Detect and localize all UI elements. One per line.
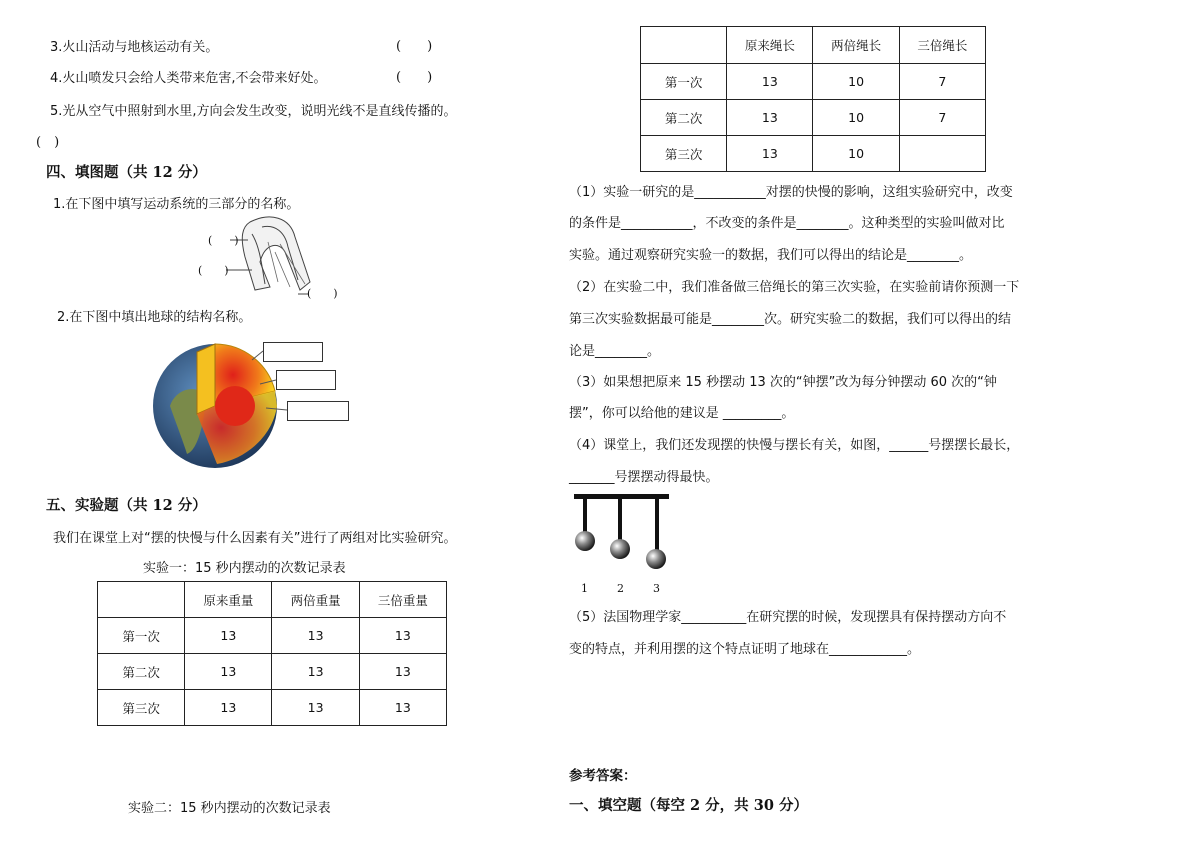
- table-cell: 13: [185, 690, 272, 726]
- table-cell: 13: [272, 654, 359, 690]
- table-header-cell: 三倍绳长: [899, 27, 985, 64]
- table-header-cell: 两倍绳长: [813, 27, 899, 64]
- table-cell: 13: [727, 100, 813, 136]
- paragraph-line: （4）课堂上，我们还发现摆的快慢与摆长有关，如图，______号摆摆长最长，: [569, 438, 1020, 453]
- table-cell: 13: [272, 618, 359, 654]
- table-cell: 第二次: [641, 100, 727, 136]
- table-cell: 第三次: [641, 136, 727, 172]
- table-cell: 7: [899, 100, 985, 136]
- table-cell: [899, 136, 985, 172]
- table-row: [641, 136, 986, 172]
- paragraph-line: （3）如果想把原来 15 秒摆动 13 次的“钟摆”改为每分钟摆动 60 次的“钟: [569, 375, 997, 390]
- paragraph-line: 论是________。: [569, 344, 661, 359]
- arm-label-3: ( ): [307, 287, 338, 300]
- answers-section-1: 一、填空题（每空 2 分，共 30 分）: [569, 797, 808, 814]
- earth-label-core[interactable]: [287, 401, 349, 421]
- table-cell: 13: [185, 654, 272, 690]
- table-row: [98, 618, 447, 654]
- table-header-cell: [641, 27, 727, 64]
- question-5-line-1: （5）法国物理学家__________在研究摆的时候，发现摆具有保持摆动方向不: [569, 610, 1007, 625]
- table-cell: 13: [727, 64, 813, 100]
- pendulum-label-3: 3: [653, 582, 660, 595]
- section-4-title: 四、填图题（共 12 分）: [46, 164, 207, 181]
- arm-muscle-diagram: [190, 212, 340, 302]
- pendulum-label-1: 1: [581, 582, 588, 595]
- table-header-cell: 三倍重量: [359, 582, 446, 618]
- table-cell: 13: [359, 690, 446, 726]
- table-row: [98, 690, 447, 726]
- table-cell: 第一次: [98, 618, 185, 654]
- table-row: [98, 654, 447, 690]
- table-cell: 13: [272, 690, 359, 726]
- table-cell: 13: [727, 136, 813, 172]
- table-cell: 10: [813, 136, 899, 172]
- earth-pointer-lines: [250, 346, 290, 426]
- experiment-2-caption: 实验二：15 秒内摆动的次数记录表: [128, 801, 331, 816]
- experiment-2-table: [640, 26, 986, 172]
- question-4-1: 1.在下图中填写运动系统的三部分的名称。: [53, 197, 300, 212]
- question-5-line-2: 变的特点，并利用摆的这个特点证明了地球在____________。: [569, 642, 921, 657]
- question-4: 4.火山喷发只会给人类带来危害,不会带来好处。: [50, 71, 327, 86]
- answer-paren-4: ( ): [396, 70, 433, 85]
- table-row: [641, 64, 986, 100]
- question-3: 3.火山活动与地核运动有关。: [50, 40, 219, 55]
- table-cell: 13: [359, 618, 446, 654]
- table-cell: 10: [813, 64, 899, 100]
- table-row: [641, 100, 986, 136]
- pendulum-label-2: 2: [617, 582, 624, 595]
- table-cell: 13: [185, 618, 272, 654]
- table-header-cell: [98, 582, 185, 618]
- paragraph-line: （1）实验一研究的是___________对摆的快慢的影响，这组实验研究中，改变: [569, 185, 1013, 200]
- paragraph-line: （2）在实验二中，我们准备做三倍绳长的第三次实验，在实验前请你预测一下: [569, 280, 1020, 295]
- table-header-cell: 原来绳长: [727, 27, 813, 64]
- experiment-1-table: [97, 581, 447, 726]
- section-5-title: 五、实验题（共 12 分）: [46, 497, 207, 514]
- answer-paren-5: ( ): [36, 135, 60, 150]
- paragraph-line: 第三次实验数据最可能是________次。研究实验二的数据，我们可以得出的结: [569, 312, 1012, 327]
- table-cell: 第二次: [98, 654, 185, 690]
- section-5-intro: 我们在课堂上对“摆的快慢与什么因素有关”进行了两组对比实验研究。: [53, 531, 457, 546]
- question-5: 5.光从空气中照射到水里,方向会发生改变，说明光线不是直线传播的。: [50, 104, 457, 119]
- paragraph-line: 摆”，你可以给他的建议是 _________。: [569, 406, 795, 421]
- table-cell: 10: [813, 100, 899, 136]
- table-header-cell: 两倍重量: [272, 582, 359, 618]
- table-header-cell: 原来重量: [185, 582, 272, 618]
- earth-structure-diagram: [145, 336, 355, 471]
- answer-paren-3: ( ): [396, 39, 433, 54]
- answers-title: 参考答案：: [569, 768, 637, 784]
- question-4-2: 2.在下图中填出地球的结构名称。: [57, 310, 252, 325]
- paragraph-line: _______号摆摆动得最快。: [569, 470, 719, 485]
- table-header-row: [98, 582, 447, 618]
- table-cell: 13: [359, 654, 446, 690]
- arm-label-1: ( ): [208, 234, 239, 247]
- paragraph-line: 实验。通过观察研究实验一的数据，我们可以得出的结论是________。: [569, 248, 973, 263]
- experiment-1-caption: 实验一：15 秒内摆动的次数记录表: [143, 561, 346, 576]
- pendulum-figure: [572, 492, 672, 598]
- table-header-row: [641, 27, 986, 64]
- table-cell: 第一次: [641, 64, 727, 100]
- paragraph-line: 的条件是___________，不改变的条件是________。这种类型的实验叫做对比: [569, 216, 1005, 231]
- table-cell: 第三次: [98, 690, 185, 726]
- table-cell: 7: [899, 64, 985, 100]
- arm-label-2: ( ): [198, 264, 229, 277]
